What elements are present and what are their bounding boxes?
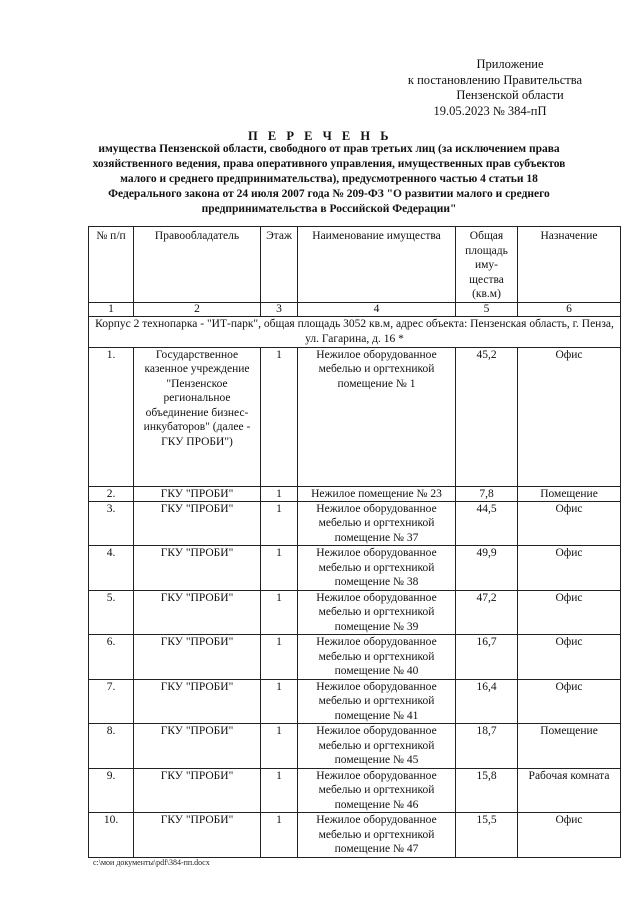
table-row xyxy=(89,590,621,635)
column-number: 3 xyxy=(261,302,298,316)
row-floor: 1 xyxy=(261,590,298,635)
property-table xyxy=(88,226,621,858)
row-holder: ГКУ "ПРОБИ" xyxy=(134,724,261,769)
column-number: 2 xyxy=(134,302,261,316)
table-row xyxy=(89,813,621,858)
table-row xyxy=(89,486,621,501)
row-property-name: Нежилое оборудованное мебелью и оргтехникой помещение № 38 xyxy=(298,546,456,591)
document-subtitle: имущества Пензенской области, свободного от прав третьих лиц (за исключением права хозяйственного ведения, права оперативного управления, имущественных прав субъектов малого и среднего предпринимательства), предусмотренного частью 4 статьи 18 Федерального закона от 24 июля 2007 года № 209-ФЗ "О развитии малого и среднего предпринимательства в Российской Федерации" xyxy=(92,143,566,215)
header-purpose: Назначение xyxy=(518,227,621,303)
row-purpose: Помещение xyxy=(518,724,621,769)
row-area: 16,7 xyxy=(456,635,518,680)
row-area: 16,4 xyxy=(456,679,518,724)
row-property-name: Нежилое оборудованное мебелью и оргтехникой помещение № 40 xyxy=(298,635,456,680)
row-number: 9. xyxy=(89,768,134,813)
row-number: 6. xyxy=(89,635,134,680)
row-property-name: Нежилое оборудованное мебелью и оргтехникой помещение № 46 xyxy=(298,768,456,813)
row-property-name: Нежилое оборудованное мебелью и оргтехникой помещение № 45 xyxy=(298,724,456,769)
row-number: 4. xyxy=(89,546,134,591)
row-number: 3. xyxy=(89,501,134,546)
row-area: 47,2 xyxy=(456,590,518,635)
table-row xyxy=(89,635,621,680)
table-row xyxy=(89,347,621,486)
column-number: 5 xyxy=(456,302,518,316)
row-property-name: Нежилое помещение № 23 xyxy=(298,486,456,501)
row-area: 49,9 xyxy=(456,546,518,591)
row-holder: Государственное казенное учреждение "Пензенское региональное объединение бизнес-инкубаторов" (далее - ГКУ ПРОБИ") xyxy=(134,347,261,486)
row-area: 44,5 xyxy=(456,501,518,546)
row-purpose: Офис xyxy=(518,590,621,635)
row-purpose: Офис xyxy=(518,635,621,680)
row-purpose: Офис xyxy=(518,546,621,591)
annex-header xyxy=(380,57,640,119)
row-floor: 1 xyxy=(261,486,298,501)
annex-label: Приложение xyxy=(476,57,544,71)
row-floor: 1 xyxy=(261,768,298,813)
row-holder: ГКУ "ПРОБИ" xyxy=(134,635,261,680)
column-number: 1 xyxy=(89,302,134,316)
row-holder: ГКУ "ПРОБИ" xyxy=(134,501,261,546)
row-floor: 1 xyxy=(261,724,298,769)
row-purpose: Офис xyxy=(518,813,621,858)
row-holder: ГКУ "ПРОБИ" xyxy=(134,590,261,635)
row-holder: ГКУ "ПРОБИ" xyxy=(134,546,261,591)
header-holder: Правообладатель xyxy=(134,227,261,303)
row-number: 8. xyxy=(89,724,134,769)
row-area: 15,5 xyxy=(456,813,518,858)
row-floor: 1 xyxy=(261,347,298,486)
document-title: П Е Р Е Ч Е Н Ь xyxy=(248,129,392,143)
row-floor: 1 xyxy=(261,635,298,680)
annex-region: Пензенской области xyxy=(456,88,564,102)
row-floor: 1 xyxy=(261,546,298,591)
header-name: Наименование имущества xyxy=(298,227,456,303)
row-purpose: Офис xyxy=(518,501,621,546)
row-number: 5. xyxy=(89,590,134,635)
table-header-row xyxy=(89,227,621,303)
column-number-row xyxy=(89,302,621,316)
row-property-name: Нежилое оборудованное мебелью и оргтехникой помещение № 47 xyxy=(298,813,456,858)
row-property-name: Нежилое оборудованное мебелью и оргтехникой помещение № 41 xyxy=(298,679,456,724)
row-area: 45,2 xyxy=(456,347,518,486)
table-row xyxy=(89,546,621,591)
row-holder: ГКУ "ПРОБИ" xyxy=(134,486,261,501)
annex-resolution: к постановлению Правительства xyxy=(407,72,583,87)
section-row xyxy=(89,316,621,347)
header-floor: Этаж xyxy=(261,227,298,303)
header-num: № п/п xyxy=(89,227,134,303)
header-area: Общая площадь иму-щества (кв.м) xyxy=(456,227,518,303)
footer-file-path: c:\мои документы\pdf\384-пп.docx xyxy=(93,858,210,867)
row-purpose: Помещение xyxy=(518,486,621,501)
row-property-name: Нежилое оборудованное мебелью и оргтехникой помещение № 1 xyxy=(298,347,456,486)
row-number: 2. xyxy=(89,486,134,501)
row-property-name: Нежилое оборудованное мебелью и оргтехникой помещение № 37 xyxy=(298,501,456,546)
column-number: 4 xyxy=(298,302,456,316)
table-row xyxy=(89,768,621,813)
row-floor: 1 xyxy=(261,501,298,546)
row-purpose: Рабочая комната xyxy=(518,768,621,813)
row-area: 7,8 xyxy=(456,486,518,501)
annex-date-number: 19.05.2023 № 384-пП xyxy=(433,103,547,118)
row-purpose: Офис xyxy=(518,679,621,724)
row-number: 10. xyxy=(89,813,134,858)
row-property-name: Нежилое оборудованное мебелью и оргтехникой помещение № 39 xyxy=(298,590,456,635)
row-purpose: Офис xyxy=(518,347,621,486)
row-area: 18,7 xyxy=(456,724,518,769)
row-area: 15,8 xyxy=(456,768,518,813)
table-row xyxy=(89,501,621,546)
row-holder: ГКУ "ПРОБИ" xyxy=(134,813,261,858)
section-title: Корпус 2 технопарка - "ИТ-парк", общая площадь 3052 кв.м, адрес объекта: Пензенская область, г. Пенза, ул. Гагарина, д. 16 * xyxy=(89,316,621,347)
column-number: 6 xyxy=(518,302,621,316)
table-row xyxy=(89,724,621,769)
row-floor: 1 xyxy=(261,679,298,724)
row-number: 1. xyxy=(89,347,134,486)
row-floor: 1 xyxy=(261,813,298,858)
row-number: 7. xyxy=(89,679,134,724)
row-holder: ГКУ "ПРОБИ" xyxy=(134,768,261,813)
row-holder: ГКУ "ПРОБИ" xyxy=(134,679,261,724)
table-row xyxy=(89,679,621,724)
